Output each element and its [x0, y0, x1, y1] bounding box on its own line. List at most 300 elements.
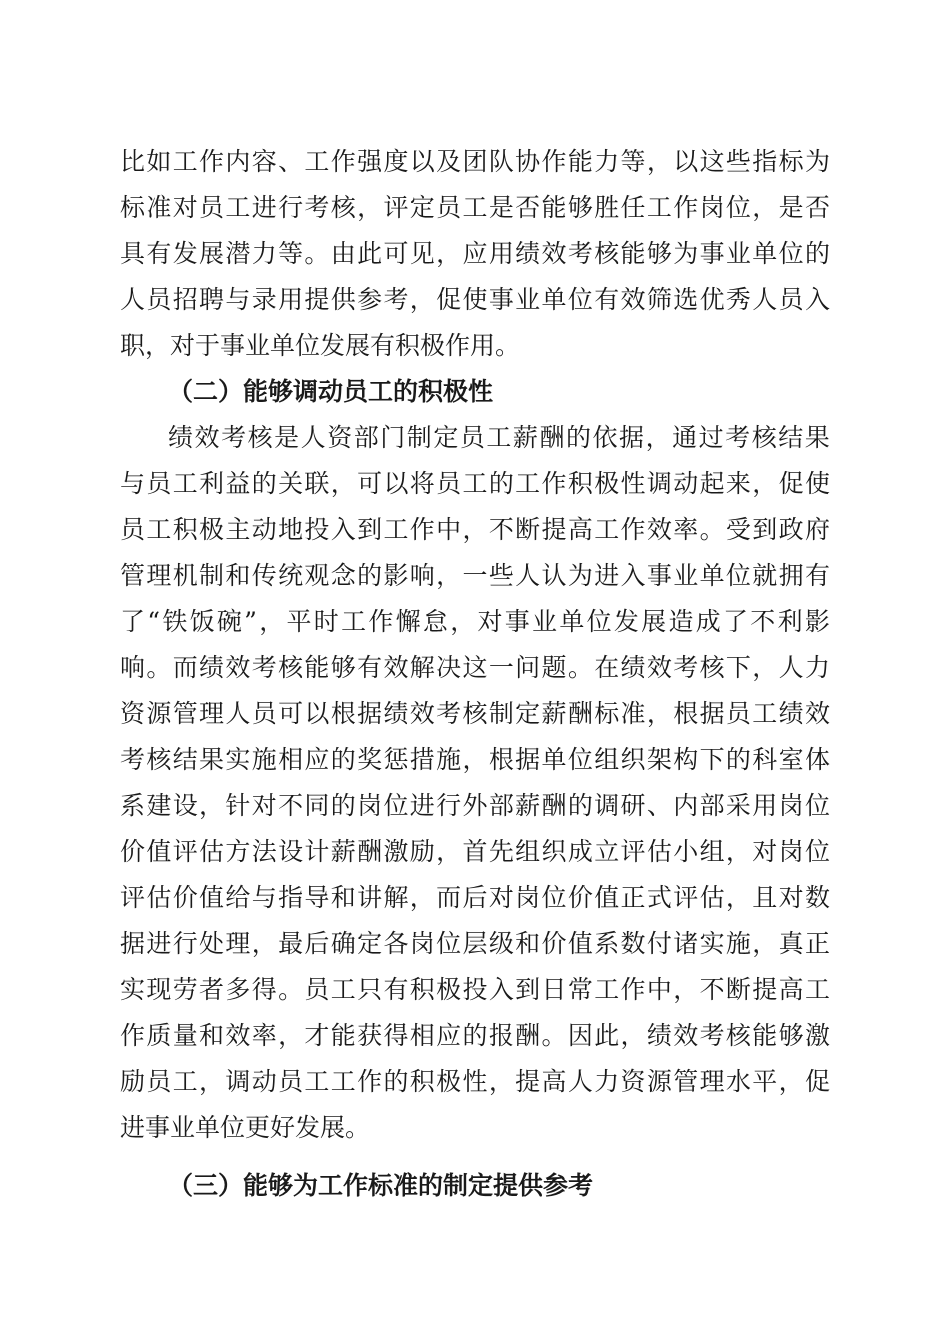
text-char: 极: [436, 975, 462, 1004]
text-char: 动: [673, 469, 699, 498]
text-char: 得: [383, 1021, 409, 1050]
text-char: 。: [541, 1021, 567, 1050]
text-char: 且: [752, 883, 778, 912]
text-char: 系: [120, 791, 146, 820]
text-char: 定: [409, 193, 435, 222]
text-char: 根: [673, 699, 699, 728]
text-char: 提: [541, 515, 567, 544]
text-char: 传: [251, 561, 277, 590]
text-char: 的: [804, 239, 830, 268]
text-char: 人: [752, 285, 778, 314]
text-char: 员: [251, 699, 277, 728]
text-char: 员: [146, 469, 172, 498]
text-char: 的: [330, 791, 356, 820]
text-char: 酬: [567, 699, 593, 728]
paragraph2-line-2: [120, 462, 830, 506]
text-char: 工: [515, 469, 541, 498]
text-char: 考: [251, 653, 277, 682]
text-char: 工: [330, 975, 356, 1004]
text-char: 值: [567, 929, 593, 958]
text-char: 的: [251, 469, 277, 498]
text-char: 多: [225, 975, 251, 1004]
text-char: 工: [462, 193, 488, 222]
text-char: 理: [225, 929, 251, 958]
text-char: 员: [304, 975, 330, 1004]
text-char: 对: [778, 883, 804, 912]
text-char: 工: [172, 469, 198, 498]
text-char: 激: [383, 837, 409, 866]
text-char: 对: [752, 837, 778, 866]
text-char: 施: [725, 929, 751, 958]
text-char: 作: [541, 147, 567, 176]
text-char: 因: [567, 1021, 593, 1050]
text-char: 核: [330, 193, 356, 222]
text-char: 施: [251, 745, 277, 774]
text-char: 为: [567, 561, 593, 590]
text-char: ，: [199, 791, 225, 820]
text-char: 成: [695, 607, 721, 636]
text-char: 平: [286, 607, 312, 636]
text-char: 就: [752, 561, 778, 590]
text-char: 响: [120, 653, 146, 682]
text-char: 的: [567, 791, 593, 820]
text-char: 考: [304, 193, 330, 222]
text-char: ，: [646, 699, 672, 728]
text-char: 报: [488, 1021, 514, 1050]
text-char: 估: [646, 837, 672, 866]
text-char: 极: [199, 515, 225, 544]
text-char: 定: [515, 699, 541, 728]
text-char: 单: [541, 285, 567, 314]
text-char: 力: [594, 147, 620, 176]
text-char: 常: [567, 975, 593, 1004]
text-char: 最: [278, 929, 304, 958]
text-char: 这: [462, 653, 488, 682]
text-char: ，: [673, 975, 699, 1004]
paragraph2-line-14: [120, 1014, 830, 1058]
text-char: 度: [383, 147, 409, 176]
text-char: 筛: [646, 285, 672, 314]
text-char: 指: [752, 147, 778, 176]
paragraph2-line-5: [120, 600, 830, 644]
text-char: 团: [462, 147, 488, 176]
text-char: 绩: [646, 1021, 672, 1050]
text-char: 懈: [395, 607, 421, 636]
text-char: 价: [541, 929, 567, 958]
text-char: ，: [409, 883, 435, 912]
text-char: 架: [646, 745, 672, 774]
text-char: 工: [225, 193, 251, 222]
text-char: 作: [409, 515, 435, 544]
text-char: 调: [646, 469, 672, 498]
text-char: 有: [357, 653, 383, 682]
text-char: 认: [541, 561, 567, 590]
text-char: 招: [172, 285, 198, 314]
text-char: 相: [278, 745, 304, 774]
text-char: 业: [532, 607, 558, 636]
text-char: 评: [120, 883, 146, 912]
text-char: ，: [725, 837, 751, 866]
text-char: 位: [567, 745, 593, 774]
text-char: 励: [120, 1067, 146, 1096]
text-char: 内: [225, 147, 251, 176]
text-char: 实: [225, 745, 251, 774]
text-char: 使: [462, 285, 488, 314]
text-char: 位: [725, 193, 751, 222]
text-char: 具: [120, 239, 146, 268]
text-char: 中: [646, 975, 672, 1004]
text-char: 的: [725, 745, 751, 774]
text-char: 观: [304, 561, 330, 590]
paragraph2-line-6: [120, 646, 830, 690]
text-char: 。: [699, 515, 725, 544]
text-char: 机: [172, 561, 198, 590]
text-char: 些: [488, 561, 514, 590]
text-char: 政: [778, 515, 804, 544]
text-char: ，: [752, 193, 778, 222]
text-char: 薪: [515, 791, 541, 820]
text-char: 解: [409, 653, 435, 682]
text-char: 用: [488, 239, 514, 268]
text-char: 工: [330, 1067, 356, 1096]
text-char: 同: [304, 791, 330, 820]
text-char: 不: [699, 975, 725, 1004]
text-char: ，: [725, 883, 751, 912]
paragraph2-line-13: [120, 968, 830, 1012]
text-char: 念: [330, 561, 356, 590]
text-char: 诸: [673, 929, 699, 958]
text-char: 对: [477, 607, 503, 636]
text-char: 作: [120, 1021, 146, 1050]
text-char: 碗: [216, 607, 242, 636]
text-char: 这: [699, 147, 725, 176]
text-char: 针: [225, 791, 251, 820]
text-char: 层: [462, 929, 488, 958]
text-char: 处: [199, 929, 225, 958]
text-char: 真: [778, 929, 804, 958]
text-char: 人: [225, 699, 251, 728]
text-char: 工: [804, 975, 830, 1004]
text-char: 中: [436, 515, 462, 544]
text-char: 资: [620, 1067, 646, 1096]
text-char: 后: [304, 929, 330, 958]
text-char: 岗: [778, 791, 804, 820]
text-char: 积: [567, 469, 593, 498]
text-char: 标: [594, 699, 620, 728]
text-char: 作: [620, 975, 646, 1004]
text-char: 评: [172, 837, 198, 866]
text-char: 到: [515, 975, 541, 1004]
text-char: 室: [778, 745, 804, 774]
text-char: 考: [436, 699, 462, 728]
text-char: 入: [488, 975, 514, 1004]
text-char: 高: [778, 975, 804, 1004]
text-char: 核: [699, 653, 725, 682]
text-char: 绩: [168, 423, 194, 452]
text-char: 酬: [357, 837, 383, 866]
text-char: 作: [673, 193, 699, 222]
text-char: 根: [488, 745, 514, 774]
text-char: 了: [120, 607, 146, 636]
text-char: 调: [225, 1067, 251, 1096]
text-char: 工: [646, 193, 672, 222]
text-char: ，: [646, 147, 672, 176]
text-char: 指: [278, 883, 304, 912]
text-char: 惩: [383, 745, 409, 774]
text-char: 人: [120, 285, 146, 314]
text-char: 业: [673, 561, 699, 590]
text-char: 能: [567, 147, 593, 176]
text-char: 率: [673, 515, 699, 544]
text-char: 工: [594, 975, 620, 1004]
text-char: 根: [330, 699, 356, 728]
text-char: 据: [699, 699, 725, 728]
text-char: 工: [486, 423, 512, 452]
text-char: 问: [515, 653, 541, 682]
text-char: 标: [778, 147, 804, 176]
text-char: 施: [436, 745, 462, 774]
text-char: 业: [515, 285, 541, 314]
text-char: 制: [199, 561, 225, 590]
section-heading-3: （三）能够为工作标准的制定提供参考: [168, 1171, 594, 1200]
text-char: 岗: [699, 193, 725, 222]
text-char: 位: [436, 929, 462, 958]
text-char: 研: [620, 791, 646, 820]
text-char: 益: [225, 469, 251, 498]
text-char: 措: [409, 745, 435, 774]
text-char: 、: [278, 147, 304, 176]
text-char: 效: [225, 653, 251, 682]
text-char: 绩: [515, 239, 541, 268]
text-char: ”: [244, 607, 257, 636]
paragraph2-line-7: [120, 692, 830, 736]
text-char: 核: [462, 699, 488, 728]
text-char: 理: [199, 699, 225, 728]
text-char: ，: [488, 1067, 514, 1096]
text-char: 有: [146, 239, 172, 268]
text-char: 提: [515, 1067, 541, 1096]
text-char: 位: [383, 791, 409, 820]
text-char: 考: [725, 423, 751, 452]
text-char: 入: [330, 515, 356, 544]
text-char: 源: [646, 1067, 672, 1096]
text-char: 员: [778, 285, 804, 314]
text-char: 作: [357, 1067, 383, 1096]
text-char: 后: [462, 883, 488, 912]
text-char: 进: [146, 929, 172, 958]
text-char: ，: [278, 1021, 304, 1050]
text-char: 拥: [778, 561, 804, 590]
text-char: 员: [146, 285, 172, 314]
text-char: 地: [278, 515, 304, 544]
text-char: 员: [146, 1067, 172, 1096]
text-char: 促: [804, 1067, 830, 1096]
text-char: 单: [752, 239, 778, 268]
paragraph2-line-10: [120, 830, 830, 874]
text-char: 利: [199, 469, 225, 498]
text-char: 促: [778, 469, 804, 498]
text-char: 供: [330, 285, 356, 314]
text-char: 员: [459, 423, 485, 452]
text-char: 绩: [778, 699, 804, 728]
text-char: 见: [409, 239, 435, 268]
text-char: 参: [357, 285, 383, 314]
text-char: 绩: [383, 699, 409, 728]
text-char: 能: [304, 653, 330, 682]
text-char: 起: [699, 469, 725, 498]
text-char: 奖: [357, 745, 383, 774]
text-char: 用: [278, 285, 304, 314]
text-char: 及: [436, 147, 462, 176]
paragraph2-line-9: [120, 784, 830, 828]
text-char: 设: [172, 791, 198, 820]
text-char: 管: [673, 1067, 699, 1096]
text-char: 值: [199, 883, 225, 912]
text-char: 作: [368, 607, 394, 636]
text-char: 提: [304, 285, 330, 314]
text-char: 效: [673, 1021, 699, 1050]
text-char: 优: [699, 285, 725, 314]
text-char: 准: [620, 699, 646, 728]
text-char: 者: [199, 975, 225, 1004]
text-char: 岗: [357, 791, 383, 820]
text-char: 内: [673, 791, 699, 820]
text-char: 下: [699, 745, 725, 774]
text-char: 核: [278, 653, 304, 682]
text-char: 府: [804, 515, 830, 544]
text-char: 单: [541, 745, 567, 774]
text-char: 用: [752, 791, 778, 820]
text-char: 据: [619, 423, 645, 452]
paragraph2-line-8: [120, 738, 830, 782]
text-char: 效: [194, 423, 220, 452]
text-char: 估: [146, 883, 172, 912]
text-char: 利: [777, 607, 803, 636]
text-char: 员: [725, 699, 751, 728]
text-char: 果: [804, 423, 830, 452]
text-char: 部: [699, 791, 725, 820]
text-char: 系: [594, 929, 620, 958]
text-char: 行: [436, 791, 462, 820]
text-char: ，: [752, 929, 778, 958]
paragraph2-line-1: [168, 416, 830, 460]
text-char: 酬: [515, 1021, 541, 1050]
text-char: 单: [559, 607, 585, 636]
text-char: 聘: [199, 285, 225, 314]
text-char: 织: [620, 745, 646, 774]
text-char: 胜: [594, 193, 620, 222]
text-char: 秀: [725, 285, 751, 314]
text-char: 如: [146, 147, 172, 176]
text-char: ，: [462, 745, 488, 774]
text-char: 员: [199, 193, 225, 222]
text-char: 有: [594, 285, 620, 314]
text-char: 建: [146, 791, 172, 820]
text-char: 能: [752, 1021, 778, 1050]
text-char: 核: [725, 1021, 751, 1050]
text-char: 位: [804, 791, 830, 820]
text-char: 资: [327, 423, 353, 452]
text-char: 怠: [422, 607, 448, 636]
text-char: 题: [541, 653, 567, 682]
paragraph1-line-3: [120, 232, 830, 276]
text-char: 此: [357, 239, 383, 268]
text-char: 关: [278, 469, 304, 498]
text-char: 核: [751, 423, 777, 452]
text-char: 业: [725, 239, 751, 268]
text-char: 成: [567, 837, 593, 866]
text-char: 酬: [539, 423, 565, 452]
text-char: 估: [199, 837, 225, 866]
text-char: 录: [251, 285, 277, 314]
text-char: 调: [594, 791, 620, 820]
text-char: 以: [409, 147, 435, 176]
text-char: 潜: [225, 239, 251, 268]
paragraph2-line-3: [120, 508, 830, 552]
text-char: 工: [594, 515, 620, 544]
text-char: 评: [673, 883, 699, 912]
text-char: 有: [804, 561, 830, 590]
text-char: 够: [567, 193, 593, 222]
text-char: 质: [146, 1021, 172, 1050]
text-char: 评: [383, 193, 409, 222]
text-char: 管: [120, 561, 146, 590]
text-char: 只: [357, 975, 383, 1004]
text-char: 与: [251, 883, 277, 912]
text-char: ，: [778, 1067, 804, 1096]
text-char: 动: [251, 1067, 277, 1096]
text-char: 积: [409, 975, 435, 1004]
text-char: 组: [515, 837, 541, 866]
text-char: 立: [594, 837, 620, 866]
text-char: 作: [541, 469, 567, 498]
text-char: 劳: [172, 975, 198, 1004]
text-char: 效: [804, 699, 830, 728]
text-char: 。: [567, 653, 593, 682]
text-char: 给: [225, 883, 251, 912]
text-char: 统: [278, 561, 304, 590]
text-char: 而: [172, 653, 198, 682]
text-char: 薪: [512, 423, 538, 452]
text-char: ，: [752, 653, 778, 682]
text-char: 和: [199, 1021, 225, 1050]
text-char: 应: [462, 239, 488, 268]
text-char: 队: [488, 147, 514, 176]
text-char: 理: [699, 1067, 725, 1096]
text-char: 力: [804, 653, 830, 682]
text-char: 位: [804, 837, 830, 866]
text-char: 可: [278, 699, 304, 728]
paragraph2-line-12: [120, 922, 830, 966]
paragraph2-line-11: [120, 876, 830, 920]
text-char: 效: [409, 699, 435, 728]
text-char: 组: [594, 745, 620, 774]
text-char: 和: [515, 929, 541, 958]
text-char: 方: [225, 837, 251, 866]
text-char: 效: [646, 653, 672, 682]
text-char: ，: [645, 423, 671, 452]
text-char: 现: [146, 975, 172, 1004]
text-char: 人: [778, 653, 804, 682]
text-char: 饭: [189, 607, 215, 636]
text-char: 外: [462, 791, 488, 820]
paragraph1-line-2: [120, 186, 830, 230]
text-char: 效: [541, 239, 567, 268]
text-char: 效: [646, 515, 672, 544]
text-char: 量: [172, 1021, 198, 1050]
text-char: 断: [725, 975, 751, 1004]
text-char: 单: [699, 561, 725, 590]
